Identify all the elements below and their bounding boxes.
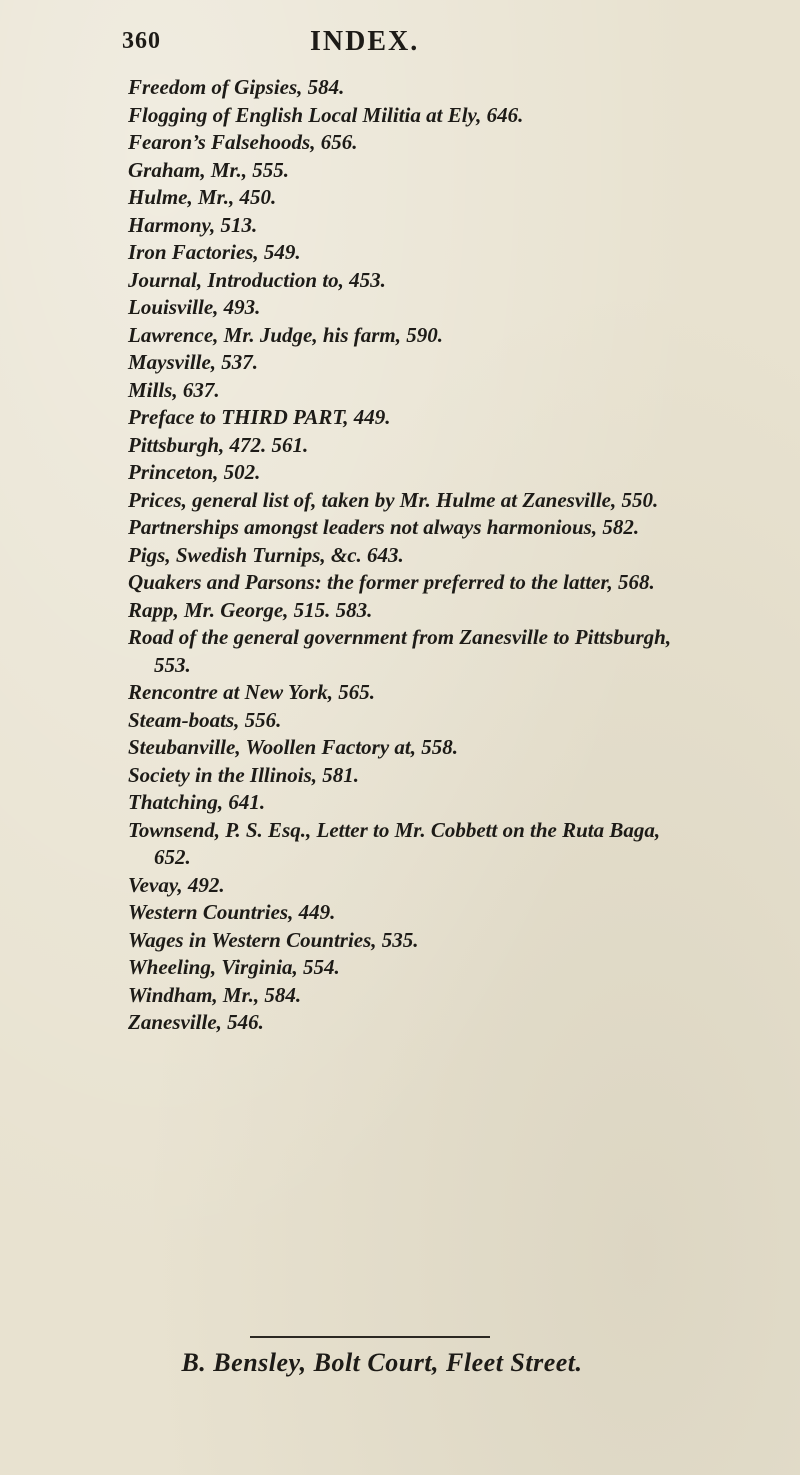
index-entry (0, 707, 800, 735)
index-entry (0, 212, 800, 240)
index-entry (0, 954, 800, 982)
index-entry-text: Mills, 637. (128, 377, 220, 402)
running-head: INDEX. (310, 26, 420, 57)
index-entry (0, 294, 800, 322)
index-entry (0, 872, 800, 900)
index-entry (0, 74, 800, 102)
index-entry (0, 927, 800, 955)
index-entry-continuation: 652. (154, 845, 191, 869)
index-entry-text: Journal, Introduction to, 453. (128, 267, 386, 292)
printer-imprint (0, 1336, 800, 1378)
index-entry (0, 569, 800, 597)
index-entry-text: Zanesville, 546. (128, 1010, 264, 1034)
index-entry-text: Flogging of English Local Militia at Ely, 646. (128, 102, 524, 127)
index-entry (0, 624, 800, 679)
index-entry (0, 982, 800, 1010)
index-entry-text: Princeton, 502. (128, 460, 261, 484)
index-entry-text: Wheeling, Virginia, 554. (128, 955, 340, 979)
index-entry-text: Rencontre at New York, 565. (128, 680, 375, 704)
index-entry (0, 129, 800, 157)
index-entry-text: Wages in Western Countries, 535. (128, 927, 419, 952)
index-entry-text: Rapp, Mr. George, 515. 583. (128, 597, 373, 622)
index-entry-text: Hulme, Mr., 450. (128, 185, 277, 209)
index-entry-text: Steam-boats, 556. (128, 707, 282, 732)
index-entry-text: Louisville, 493. (128, 295, 261, 319)
index-entry (0, 459, 800, 487)
index-entry (0, 322, 800, 350)
index-entry-text: Maysville, 537. (128, 350, 259, 374)
index-entry-text: Quakers and Parsons: the former preferred to the latter, 568. (128, 570, 655, 594)
index-entry (0, 542, 800, 570)
index-entry-text: Townsend, P. S. Esq., Letter to Mr. Cobbett on the Ruta Baga, (128, 817, 661, 842)
index-entry-text: Lawrence, Mr. Judge, his farm, 590. (128, 322, 444, 347)
index-entry-text: Steubanville, Woollen Factory at, 558. (128, 735, 458, 759)
index-entry-text: Pigs, Swedish Turnips, &c. 643. (128, 542, 404, 567)
index-entry-text: Prices, general list of, taken by Mr. Hulme at Zanesville, 550. (128, 487, 659, 512)
index-entry-continuation: 553. (154, 652, 191, 677)
index-entry-text: Partnerships amongst leaders not always harmonious, 582. (128, 515, 640, 539)
index-entry-text: Harmony, 513. (128, 212, 258, 237)
index-entry (0, 789, 800, 817)
index-entry-text: Graham, Mr., 555. (128, 157, 290, 182)
imprint-rule (250, 1336, 490, 1338)
index-entry (0, 597, 800, 625)
index-entry (0, 239, 800, 267)
index-entry-text: Western Countries, 449. (128, 900, 336, 924)
index-entry-text: Iron Factories, 549. (128, 240, 301, 264)
index-entries (0, 74, 800, 1037)
index-entry-text: Preface to THIRD PART, 449. (128, 405, 391, 429)
index-entry-text: Fearon’s Falsehoods, 656. (128, 130, 358, 154)
index-entry (0, 514, 800, 542)
index-entry-text: Thatching, 641. (128, 790, 266, 814)
imprint-text: B. Bensley, Bolt Court, Fleet Street. (181, 1348, 583, 1377)
index-entry (0, 762, 800, 790)
index-entry-text: Pittsburgh, 472. 561. (128, 432, 309, 457)
index-entry (0, 267, 800, 295)
index-entry-text: Vevay, 492. (128, 872, 225, 897)
index-entry (0, 102, 800, 130)
index-entry (0, 157, 800, 185)
index-entry-text: Windham, Mr., 584. (128, 982, 302, 1007)
index-entry (0, 1009, 800, 1037)
index-entry (0, 349, 800, 377)
index-entry (0, 377, 800, 405)
index-entry-text: Freedom of Gipsies, 584. (128, 75, 345, 99)
index-entry (0, 734, 800, 762)
index-entry (0, 679, 800, 707)
index-entry (0, 432, 800, 460)
page-number: 360 (122, 28, 161, 54)
index-entry (0, 404, 800, 432)
index-entry-text: Road of the general government from Zanesville to Pittsburgh, (128, 625, 672, 649)
index-entry-text: Society in the Illinois, 581. (128, 762, 360, 787)
index-entry (0, 817, 800, 872)
index-entry (0, 487, 800, 515)
index-entry (0, 899, 800, 927)
index-entry (0, 184, 800, 212)
